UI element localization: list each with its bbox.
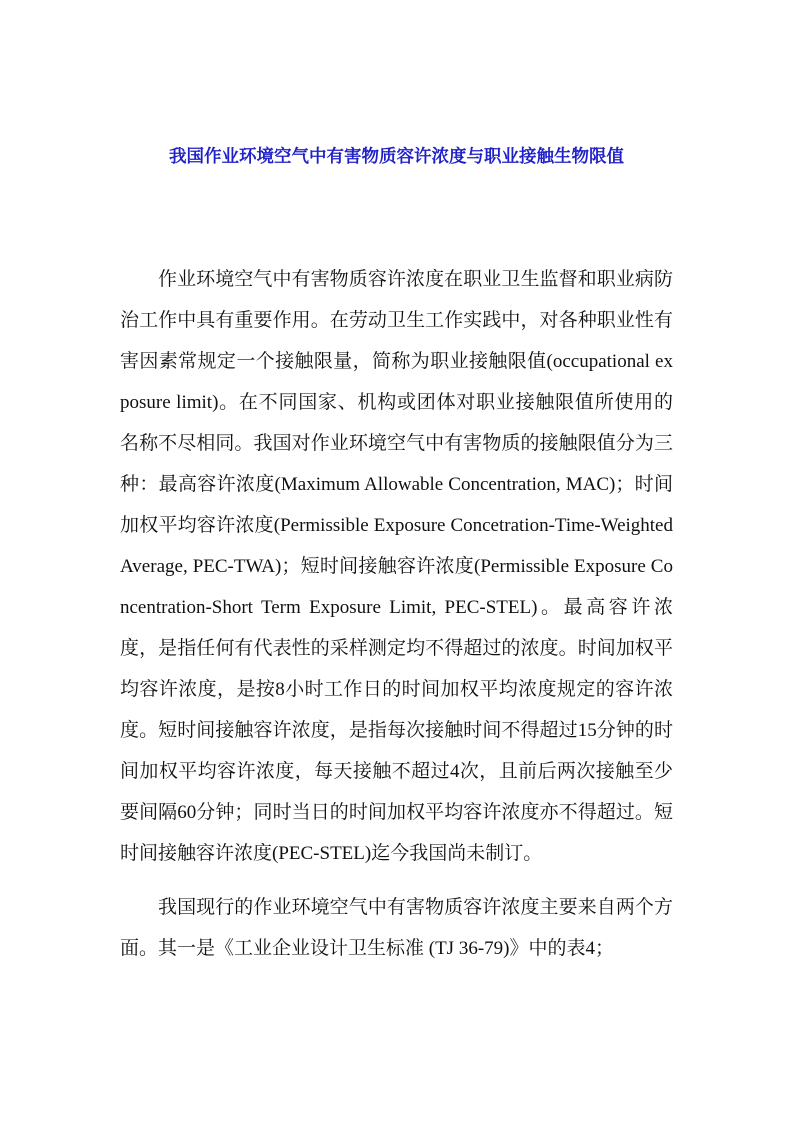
paragraph-1: 作业环境空气中有害物质容许浓度在职业卫生监督和职业病防治工作中具有重要作用。在劳动卫生工作实践中，对各种职业性有害因素常规定一个接触限量，简称为职业接触限值(occupational exposure limit)。在不同国家、机构或团体对职业接触限值所使用的名称不尽相同。我国对作业环境空气中有害物质的接触限值分为三种：最高容许浓度(Maximum Allowable Concentration, MAC)；时间加权平均容许浓度(Permissible Exposure Concetration-Time-Weighted Average, PEC-TWA)；短时间接触容许浓度(Permissible Exposure Concentration-Short Term Exposure Limit, PEC-STEL)。最高容许浓度，是指任何有代表性的采样测定均不得超过的浓度。时间加权平均容许浓度，是按8小时工作日的时间加权平均浓度规定的容许浓度。短时间接触容许浓度，是指每次接触时间不得超过15分钟的时间加权平均容许浓度，每天接触不超过4次，且前后两次接触至少要间隔60分钟；同时当日的时间加权平均容许浓度亦不得超过。短时间接触容许浓度(PEC-STEL)迄今我国尚未制订。: [120, 269, 673, 864]
document-body: [120, 259, 673, 969]
paragraph-2: 我国现行的作业环境空气中有害物质容许浓度主要来自两个方面。其一是《工业企业设计卫生标准 (TJ 36-79)》中的表4；: [120, 897, 673, 959]
document-title: 我国作业环境空气中有害物质容许浓度与职业接触生物限值: [169, 147, 624, 167]
